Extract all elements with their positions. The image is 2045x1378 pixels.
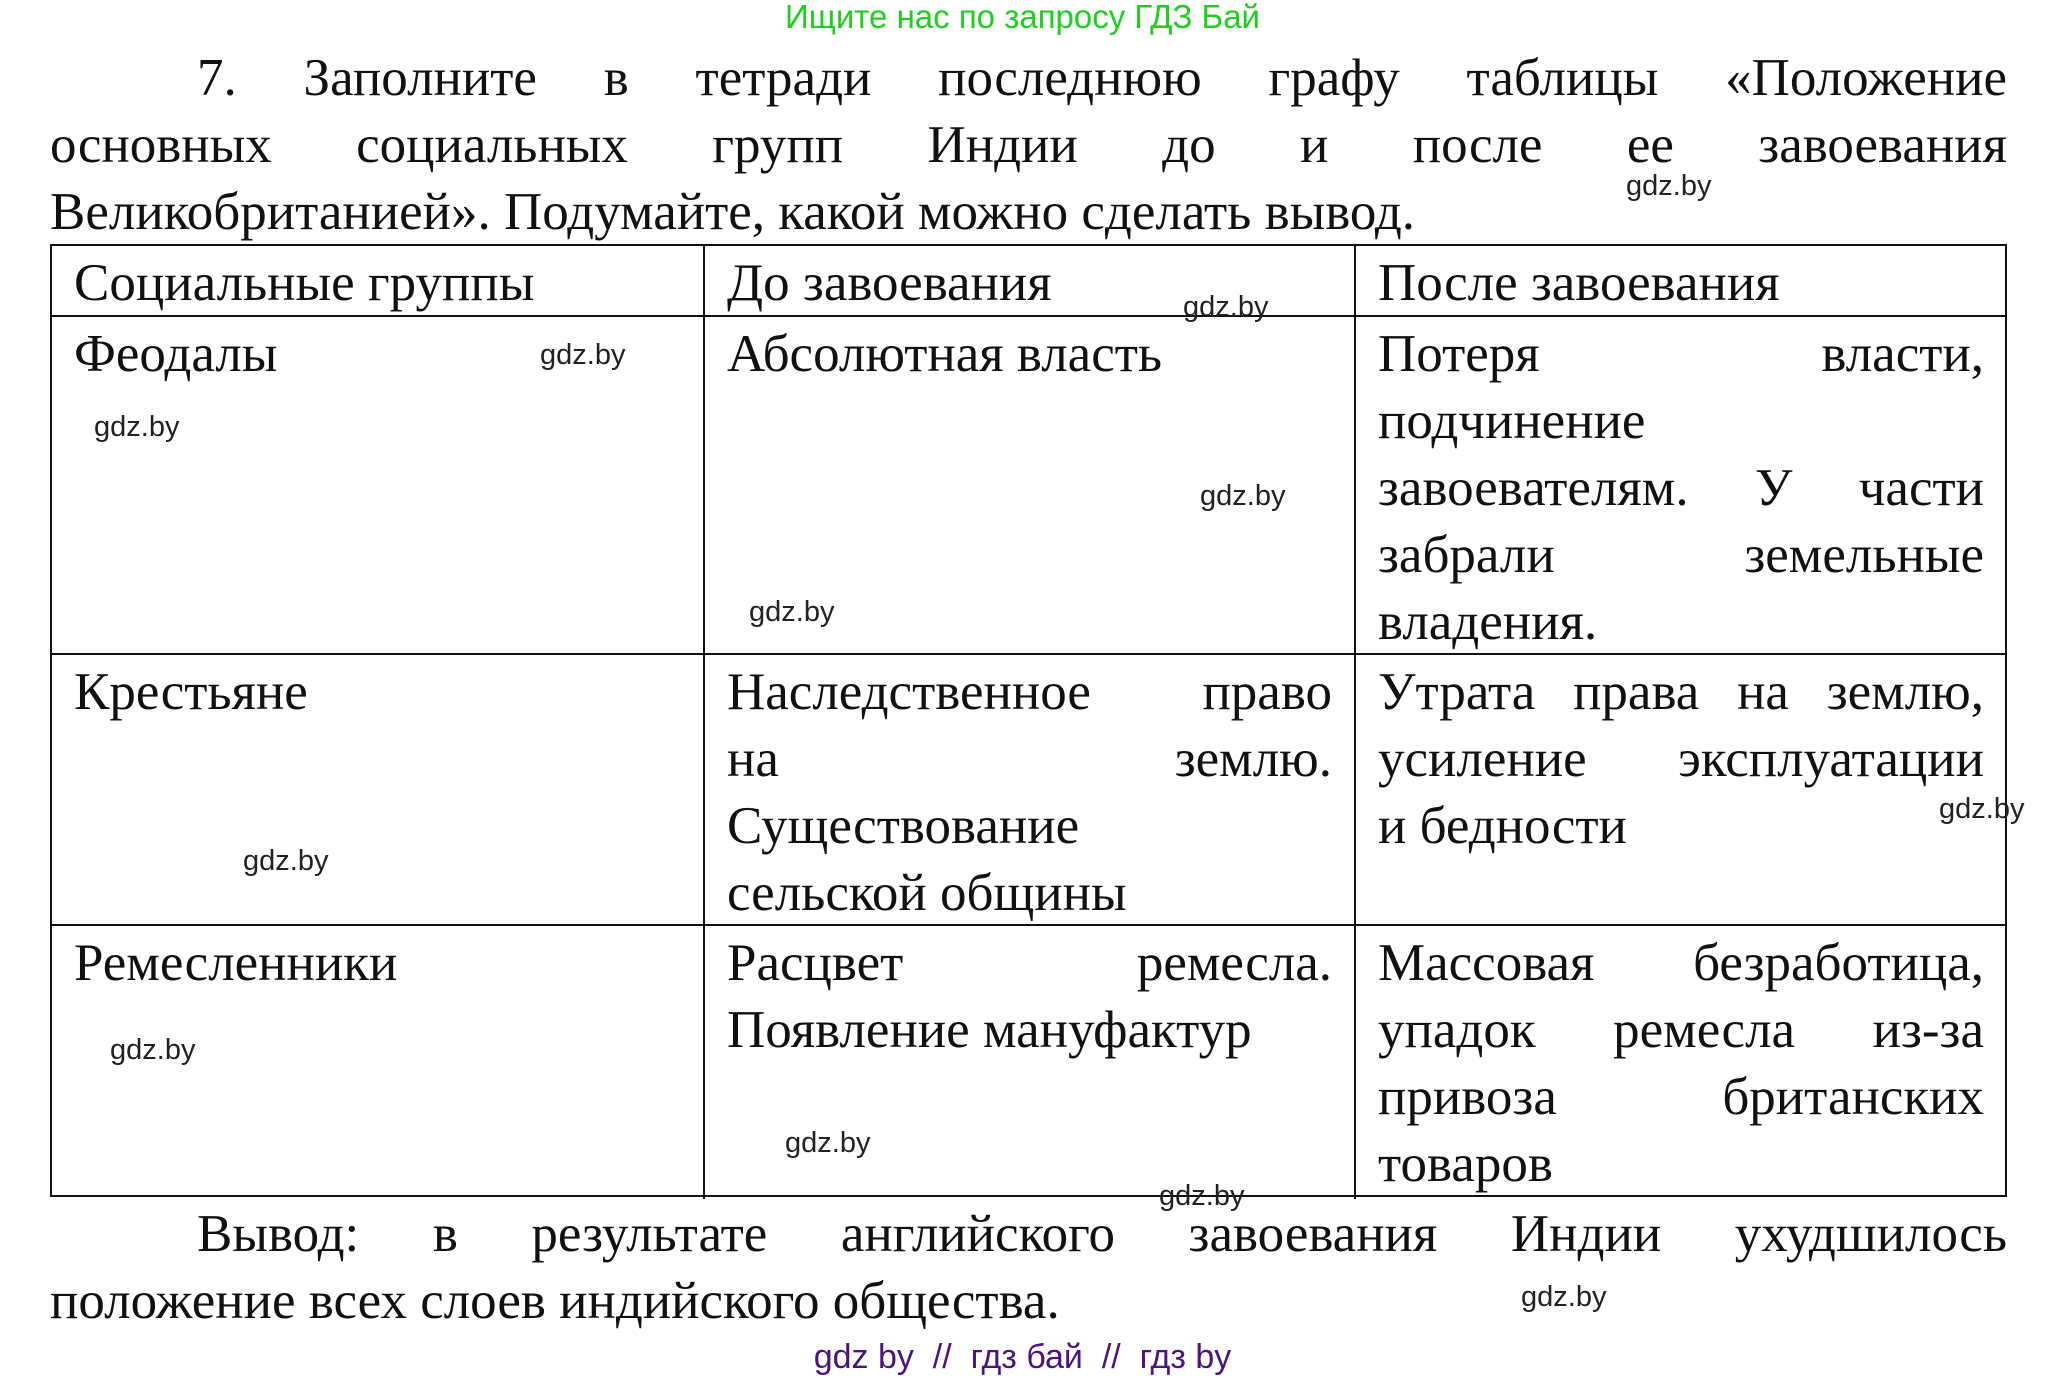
table-cell — [705, 655, 1356, 924]
watermark: gdz.by — [785, 1127, 871, 1159]
cell-line: Существование — [727, 797, 1080, 855]
cell-line: Феодалы — [74, 325, 278, 383]
watermark: gdz.by — [243, 845, 329, 877]
task-line: Великобританией». Подумайте, какой можно сделать вывод. — [50, 183, 1416, 241]
cell-line: Наследственное право — [727, 663, 1332, 721]
cell-line: товаров — [1378, 1135, 1553, 1193]
cell-line: Расцвет ремесла. — [727, 934, 1332, 992]
social-groups-table — [50, 244, 2007, 1197]
watermark: gdz.by — [94, 411, 180, 443]
table-cell — [1356, 317, 2006, 653]
cell-line: на землю. — [727, 730, 1332, 788]
watermark: gdz.by — [1183, 291, 1269, 323]
watermark: gdz.by — [1200, 480, 1286, 512]
cell-line: привоза британских — [1378, 1068, 1984, 1126]
watermark: gdz.by — [1159, 1180, 1245, 1212]
cell-line: упадок ремесла из-за — [1378, 1001, 1984, 1059]
conclusion-text — [50, 1201, 2007, 1335]
header-cell: До завоевания — [705, 246, 1356, 315]
watermark: gdz.by — [749, 596, 835, 628]
task-line: основных социальных групп Индии до и после ее завоевания — [50, 116, 2007, 174]
cell-line: сельской общины — [727, 864, 1127, 922]
cell-line: усиление эксплуатации — [1378, 730, 1984, 788]
conclusion-line: положение всех слоев индийского общества. — [50, 1272, 1060, 1330]
cell-line: владения. — [1378, 593, 1598, 651]
cell-line: Массовая безработица, — [1378, 934, 1984, 992]
cell-line: подчинение — [1378, 392, 1646, 450]
cell-line: Утрата права на землю, — [1378, 663, 1984, 721]
search-banner: Ищите нас по запросу ГДЗ Бай — [785, 0, 1260, 35]
table-row — [52, 926, 2005, 1199]
cell-line: Ремесленники — [74, 934, 398, 992]
watermark: gdz.by — [1521, 1281, 1607, 1313]
cell-line: завоевателям. У части — [1378, 459, 1984, 517]
watermark: gdz.by — [540, 339, 626, 371]
footer-links: gdz by // гдз бай // гдз by — [813, 1338, 1232, 1376]
header-cell: После завоевания — [1378, 254, 1780, 312]
header-cell: Социальные группы — [52, 246, 705, 315]
task-line: 7. Заполните в тетради последнюю графу таблицы «Положение — [197, 49, 2007, 107]
cell-line: Потеря власти, — [1378, 325, 1984, 383]
cell-line: Крестьяне — [74, 663, 308, 721]
task-text — [50, 45, 2007, 246]
table-header-row — [52, 246, 2005, 317]
conclusion-line: Вывод: в результате английского завоевания Индии ухудшилось — [197, 1205, 2007, 1263]
cell-line: Абсолютная власть — [727, 325, 1163, 383]
cell-line: Появление мануфактур — [727, 1001, 1252, 1059]
watermark: gdz.by — [1626, 170, 1712, 202]
table-row — [52, 317, 2005, 655]
cell-line: забрали земельные — [1378, 526, 1984, 584]
table-cell — [1356, 655, 2006, 924]
watermark: gdz.by — [110, 1034, 196, 1066]
table-cell — [1356, 926, 2006, 1199]
cell-line: и бедности — [1378, 797, 1627, 855]
table-cell — [52, 655, 705, 924]
watermark: gdz.by — [1939, 793, 2025, 825]
table-row — [52, 655, 2005, 926]
